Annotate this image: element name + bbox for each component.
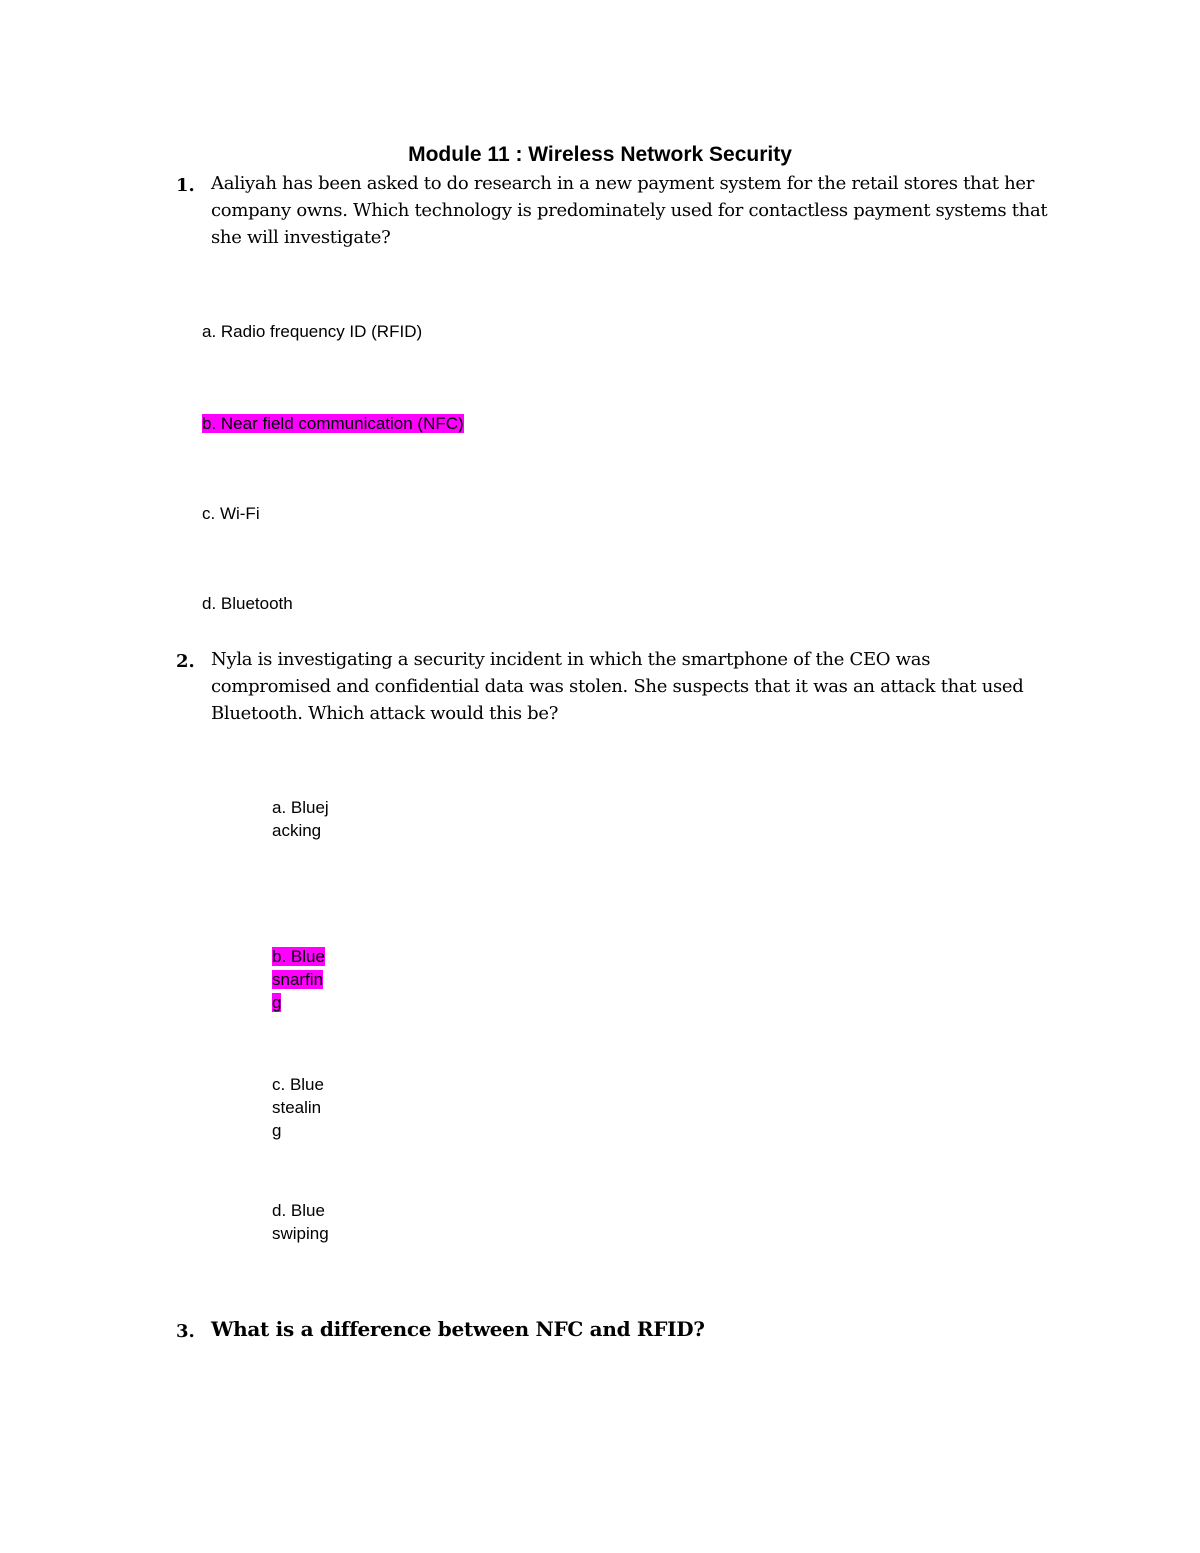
- question-number: 1.: [176, 175, 195, 196]
- answer-option-label-highlighted: b. Bluesnarfing: [272, 947, 325, 1012]
- answer-option-label: d. Bluetooth: [202, 594, 293, 613]
- answer-option-correct: [202, 412, 464, 435]
- page-title: Module 11 : Wireless Network Security: [408, 143, 792, 166]
- question-text: Aaliyah has been asked to do research in a new payment system for the retail stores that her company owns. Which technology is predominately used for contactless payment systems that she will investigate?: [211, 173, 1048, 248]
- answer-option-label: c. Bluestealing: [272, 1075, 324, 1140]
- answer-option-correct: [272, 945, 330, 1014]
- question-text: What is a difference between NFC and RFID?: [211, 1317, 705, 1341]
- answer-option: [272, 796, 330, 842]
- answer-option: [272, 1073, 330, 1142]
- answer-option: [272, 1199, 330, 1245]
- question-number: 2.: [176, 651, 195, 672]
- answer-option: [202, 320, 422, 343]
- answer-option-label: c. Wi-Fi: [202, 504, 260, 523]
- question-text: Nyla is investigating a security incident in which the smartphone of the CEO was compromised and confidential data was stolen. She suspects that it was an attack that used Bluetooth. Which attack would this be?: [211, 649, 1024, 724]
- question-number: 3.: [176, 1321, 195, 1342]
- answer-option-label: d. Blueswiping: [272, 1201, 329, 1243]
- answer-option-label: a. Radio frequency ID (RFID): [202, 322, 423, 341]
- answer-option: [202, 592, 293, 615]
- answer-option-label-highlighted: b. Near field communication (NFC): [202, 414, 464, 433]
- answer-option: [202, 502, 260, 525]
- answer-option-label: a. Bluejacking: [272, 798, 329, 840]
